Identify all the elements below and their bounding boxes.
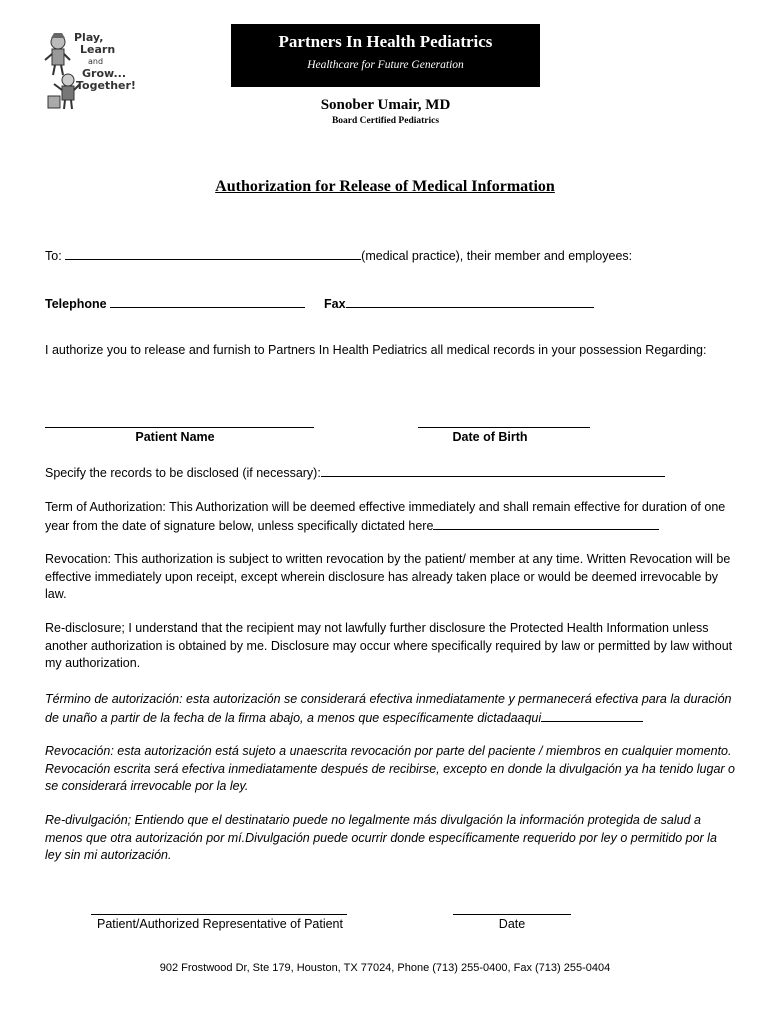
redisclosure-text: Re-disclosure; I understand that the recipient may not lawfully further disclosure the Protected Health Information unless another authorization is obtained by me. Disclosure may occur where specifically required by law or permitted by law without my authorization.: [45, 621, 733, 670]
practice-tagline: Healthcare for Future Generation: [307, 59, 464, 71]
revocation-text: Revocation: This authorization is subject to written revocation by the patient/ member at any time. Written Revocation will be effective immediately upon receipt, except wherein disclosure has already taken place or would be deemed irrevocable by law.: [45, 552, 731, 601]
telephone-line: [45, 295, 305, 314]
form-title: Authorization for Release of Medical Information: [215, 178, 555, 195]
logo-text-line: Grow...: [82, 67, 127, 80]
term-text: Term of Authorization: This Authorization will be deemed effective immediately and shall remain effective for duration of one year from the date of signature below, unless specifically dictated here: [45, 500, 726, 533]
term-dictated-field[interactable]: [433, 517, 659, 530]
signature-date-label: Date: [498, 917, 526, 931]
signer-label: Patient/Authorized Representative of Patient: [97, 917, 343, 931]
patient-name-label: Patient Name: [135, 430, 215, 444]
to-label: To:: [45, 249, 62, 263]
fax-field[interactable]: [346, 295, 594, 308]
termino-dictated-field[interactable]: [541, 709, 643, 722]
termino-paragraph: [45, 691, 735, 727]
header-banner: [231, 24, 540, 87]
footer-address: 902 Frostwood Dr, Ste 179, Houston, TX 77024, Phone (713) 255-0400, Fax (713) 255-0404: [159, 962, 611, 974]
medical-practice-field[interactable]: [65, 247, 361, 260]
logo-text-line: Together!: [76, 79, 136, 92]
telephone-label: Telephone: [45, 297, 107, 311]
redivulgacion-text: Re-divulgación; Entiendo que el destinatario puede no legalmente más divulgación la información protegida de salud a menos que otra autorización por mí.Divulgación puede ocurrir donde específicamente requerido por ley o permitido por la ley sin mi autorización.: [45, 813, 717, 862]
date-of-birth-field[interactable]: [418, 427, 590, 428]
patient-name-field[interactable]: [45, 427, 314, 428]
practice-logo: [44, 30, 162, 112]
revocacion-text: Revocación: esta autorización está sujeto a unaescrita revocación por parte del paciente / miembros en cualquier momento. Revocación escrita será efectiva inmediatamente después de recibirse, excepto en donde la divulgación ya ha tenido lugar o se considerará irrevocable por la ley.: [45, 744, 736, 793]
signature-field[interactable]: [91, 914, 347, 915]
records-to-disclose-field[interactable]: [321, 464, 665, 477]
telephone-field[interactable]: [110, 295, 305, 308]
specify-label: Specify the records to be disclosed (if necessary):: [45, 466, 321, 480]
fax-line: [324, 295, 594, 314]
fax-label: Fax: [324, 297, 346, 311]
doctor-credential: Board Certified Pediatrics: [331, 116, 440, 126]
authorize-text: I authorize you to release and furnish to Partners In Health Pediatrics all medical records in your possession Regarding:: [45, 343, 707, 357]
to-line: [45, 247, 632, 266]
logo-text-line: Play,: [74, 31, 104, 44]
logo-text-line: and: [88, 57, 104, 66]
term-paragraph: [45, 499, 735, 535]
specify-line: [45, 464, 665, 483]
signature-date-field[interactable]: [453, 914, 571, 915]
termino-text: Término de autorización: esta autorización se considerará efectiva inmediatamente y permanecerá efectiva para la duración de unaño a partir de la fecha de la firma abajo, a menos que específicamente dictadaaqui: [45, 692, 732, 725]
to-suffix: (medical practice), their member and employees:: [361, 249, 633, 263]
logo-text-line: Learn: [80, 43, 116, 56]
practice-name: Partners In Health Pediatrics: [278, 32, 493, 51]
doctor-name: Sonober Umair, MD: [320, 97, 451, 113]
date-of-birth-label: Date of Birth: [452, 430, 528, 444]
